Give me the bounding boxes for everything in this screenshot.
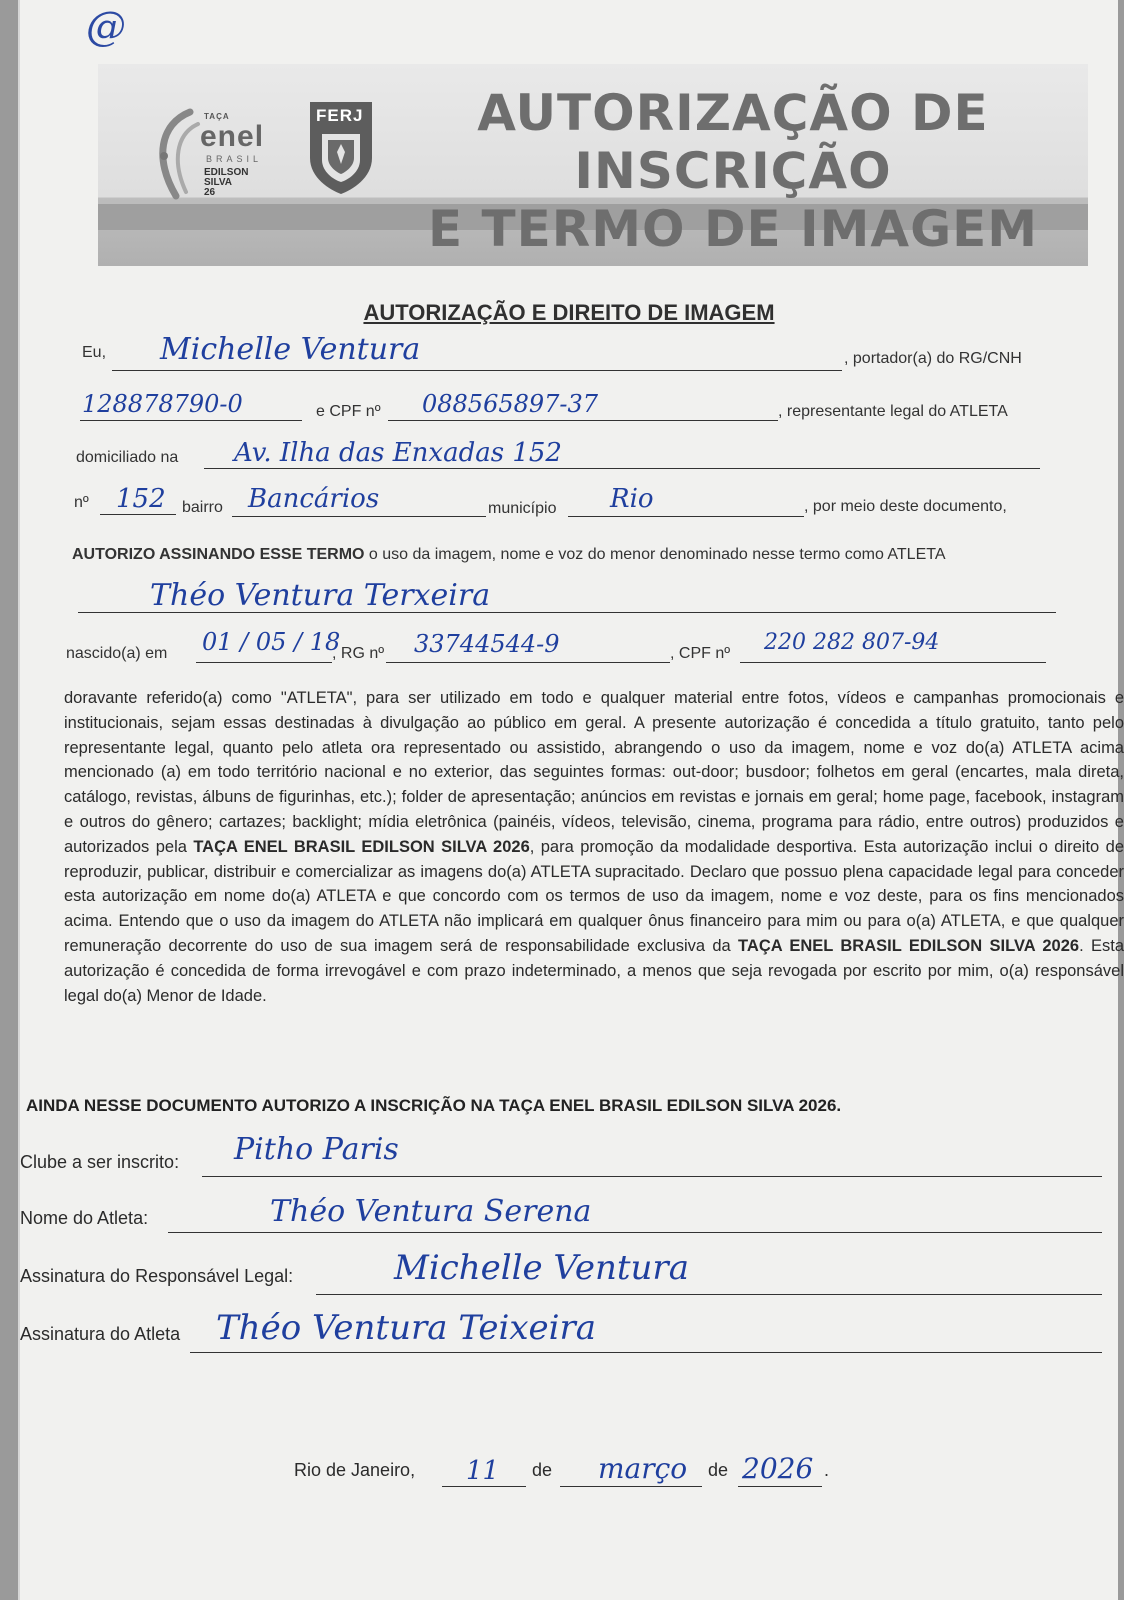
inscricao-heading: AINDA NESSE DOCUMENTO AUTORIZO A INSCRIÇÃO NA TAÇA ENEL BRASIL EDILSON SILVA 2026. bbox=[26, 1096, 842, 1115]
cpf-line bbox=[388, 420, 778, 421]
autorizo-bold: AUTORIZO ASSINANDO ESSE TERMO bbox=[72, 546, 365, 563]
enel-swoosh-icon bbox=[150, 104, 210, 204]
nascido-label: nascido(a) em bbox=[66, 645, 168, 662]
clube-line bbox=[202, 1176, 1102, 1177]
numero-line bbox=[100, 514, 176, 515]
document-header bbox=[98, 64, 1088, 266]
representante-label: , representante legal do ATLETA bbox=[778, 403, 1008, 420]
enel-cup-logo bbox=[150, 104, 295, 204]
title-line-2: E TERMO DE IMAGEM bbox=[427, 200, 1039, 258]
month-line bbox=[560, 1486, 702, 1487]
rg-atleta-line bbox=[386, 662, 670, 663]
assinatura-responsavel-label: Assinatura do Responsável Legal: bbox=[20, 1266, 294, 1286]
month-field[interactable]: março bbox=[598, 1452, 688, 1485]
rg-responsavel-field[interactable]: 128878790-0 bbox=[82, 390, 243, 418]
rg-line bbox=[80, 420, 302, 421]
clube-field[interactable]: Pitho Paris bbox=[234, 1132, 399, 1167]
nome-atleta-field[interactable]: Théo Ventura Serena bbox=[270, 1194, 592, 1229]
document-title bbox=[388, 84, 1078, 258]
municipio-line bbox=[568, 516, 804, 517]
logo-brasil-text: BRASIL bbox=[206, 154, 263, 164]
de-label-2: de bbox=[708, 1460, 729, 1480]
de-label-1: de bbox=[532, 1460, 553, 1480]
cpf-responsavel-field[interactable]: 088565897-37 bbox=[422, 390, 599, 418]
responsavel-name-field[interactable]: Michelle Ventura bbox=[160, 332, 421, 367]
paragraph-part-1: doravante referido(a) como "ATLETA", para ser utilizado em todo e qualquer material entre fotos, vídeos e campanhas promocionais e institucionais, sejam essas destinadas à divulgação ao público em geral. A presente autorização é concedida a título gratuito, tanto pelo representante legal, quanto pelo atleta ora representado ou assistido, abrangendo o uso da imagem, nome e voz do(a) ATLETA acima mencionado (a) em todo território nacional e no exterior, das seguintes formas: out-door; busdoor; folhetos em geral (encartes, mala direta, catálogo, revistas, álbuns de figurinhas, etc.); folder de apresentação; anúncios em revistas e jornais em geral; home page, facebook, instagram e outros do gênero; cartazes; backlight; mídia eletrônica (painéis, vídeos, televisão, cinema, programa para rádio, entre outros) produzidos e autorizados pela bbox=[64, 689, 1124, 856]
crest-label: FERJ bbox=[316, 106, 364, 125]
section-title: AUTORIZAÇÃO E DIREITO DE IMAGEM bbox=[363, 300, 775, 325]
rg-atleta-field[interactable]: 33744544-9 bbox=[414, 630, 560, 658]
rg-atleta-label: , RG nº bbox=[332, 645, 385, 662]
paragraph-bold-2: TAÇA ENEL BRASIL EDILSON SILVA 2026 bbox=[738, 936, 1080, 955]
nome-atleta-line bbox=[168, 1232, 1102, 1233]
paragraph-part-3: . Esta autorização é concedida de forma irrevogável e com prazo indeterminado, a menos que seja revogada por escrito por mim, o(a) responsável legal do(a) Menor de Idade. bbox=[64, 936, 1124, 1005]
por-meio-label: , por meio deste documento, bbox=[804, 498, 1007, 515]
autorizo-statement bbox=[72, 546, 946, 564]
city-label: Rio de Janeiro, bbox=[294, 1460, 416, 1480]
autorizo-rest: o uso da imagem, nome e voz do menor denominado nesse termo como ATLETA bbox=[364, 546, 946, 563]
assinatura-atleta-label: Assinatura do Atleta bbox=[20, 1324, 181, 1344]
numero-field[interactable]: 152 bbox=[116, 484, 166, 514]
assinatura-responsavel-line bbox=[316, 1294, 1102, 1295]
title-line-1: AUTORIZAÇÃO DE INSCRIÇÃO bbox=[477, 84, 989, 200]
clube-label: Clube a ser inscrito: bbox=[20, 1152, 180, 1172]
assinatura-atleta-line bbox=[190, 1352, 1102, 1353]
numero-label: nº bbox=[74, 494, 89, 511]
paragraph-part-2: , para promoção da modalidade desportiva. Esta autorização inclui o direito de reproduzir, publicar, distribuir e comercializar as imagens do(a) ATLETA supracitado. Declaro que possuo plena capacidade legal para conceder esta autorização em nome do(a) ATLETA e que concordo com os termos de uso da imagem, nome e voz deste, para os fins mencionados acima. Entendo que o uso da imagem do ATLETA não implicará em qualquer ônus financeiro para mim ou para o(a) ATLETA, e que qualquer remuneração decorrente do uso de sua imagem será de responsabilidade exclusiva da bbox=[64, 837, 1124, 955]
day-field[interactable]: 11 bbox=[466, 1456, 500, 1486]
bairro-label: bairro bbox=[182, 499, 223, 516]
endereco-field[interactable]: Av. Ilha das Enxadas 152 bbox=[234, 438, 562, 468]
logo-taca-text: TAÇA bbox=[204, 112, 230, 121]
bairro-line bbox=[232, 516, 486, 517]
assinatura-atleta-field[interactable]: Théo Ventura Teixeira bbox=[216, 1308, 597, 1348]
year-line bbox=[738, 1486, 822, 1487]
bairro-field[interactable]: Bancários bbox=[248, 484, 380, 514]
ferj-crest-logo bbox=[308, 100, 374, 196]
nome-atleta-label: Nome do Atleta: bbox=[20, 1208, 149, 1228]
responsavel-name-line bbox=[112, 370, 842, 371]
handwritten-initials: @ bbox=[86, 4, 126, 50]
endereco-line bbox=[204, 468, 1040, 469]
eu-label: Eu, bbox=[82, 344, 107, 361]
portador-label: , portador(a) do RG/CNH bbox=[844, 350, 1022, 367]
domiciliado-label: domiciliado na bbox=[76, 449, 179, 466]
cpf-atleta-line bbox=[740, 662, 1046, 663]
document-sheet bbox=[18, 0, 1124, 1600]
assinatura-responsavel-field[interactable]: Michelle Ventura bbox=[394, 1248, 689, 1288]
atleta-name-field[interactable]: Théo Ventura Terxeira bbox=[150, 578, 491, 613]
day-line bbox=[442, 1486, 526, 1487]
cpf-label: e CPF nº bbox=[316, 403, 381, 420]
nascimento-line bbox=[196, 662, 332, 663]
year-field[interactable]: 2026 bbox=[742, 1452, 814, 1485]
logo-edilson-text: EDILSON SILVA 26 bbox=[204, 167, 249, 198]
cpf-atleta-field[interactable]: 220 282 807-94 bbox=[764, 630, 940, 655]
footer-period: . bbox=[824, 1460, 830, 1480]
logo-enel-text: enel bbox=[200, 120, 265, 153]
data-nascimento-field[interactable]: 01 / 05 / 18 bbox=[202, 628, 341, 656]
municipio-label: município bbox=[488, 500, 557, 517]
paragraph-bold-1: TAÇA ENEL BRASIL EDILSON SILVA 2026 bbox=[193, 837, 530, 856]
cpf-atleta-label: , CPF nº bbox=[670, 645, 731, 662]
authorization-paragraph bbox=[64, 686, 1124, 1008]
municipio-field[interactable]: Rio bbox=[610, 484, 654, 514]
